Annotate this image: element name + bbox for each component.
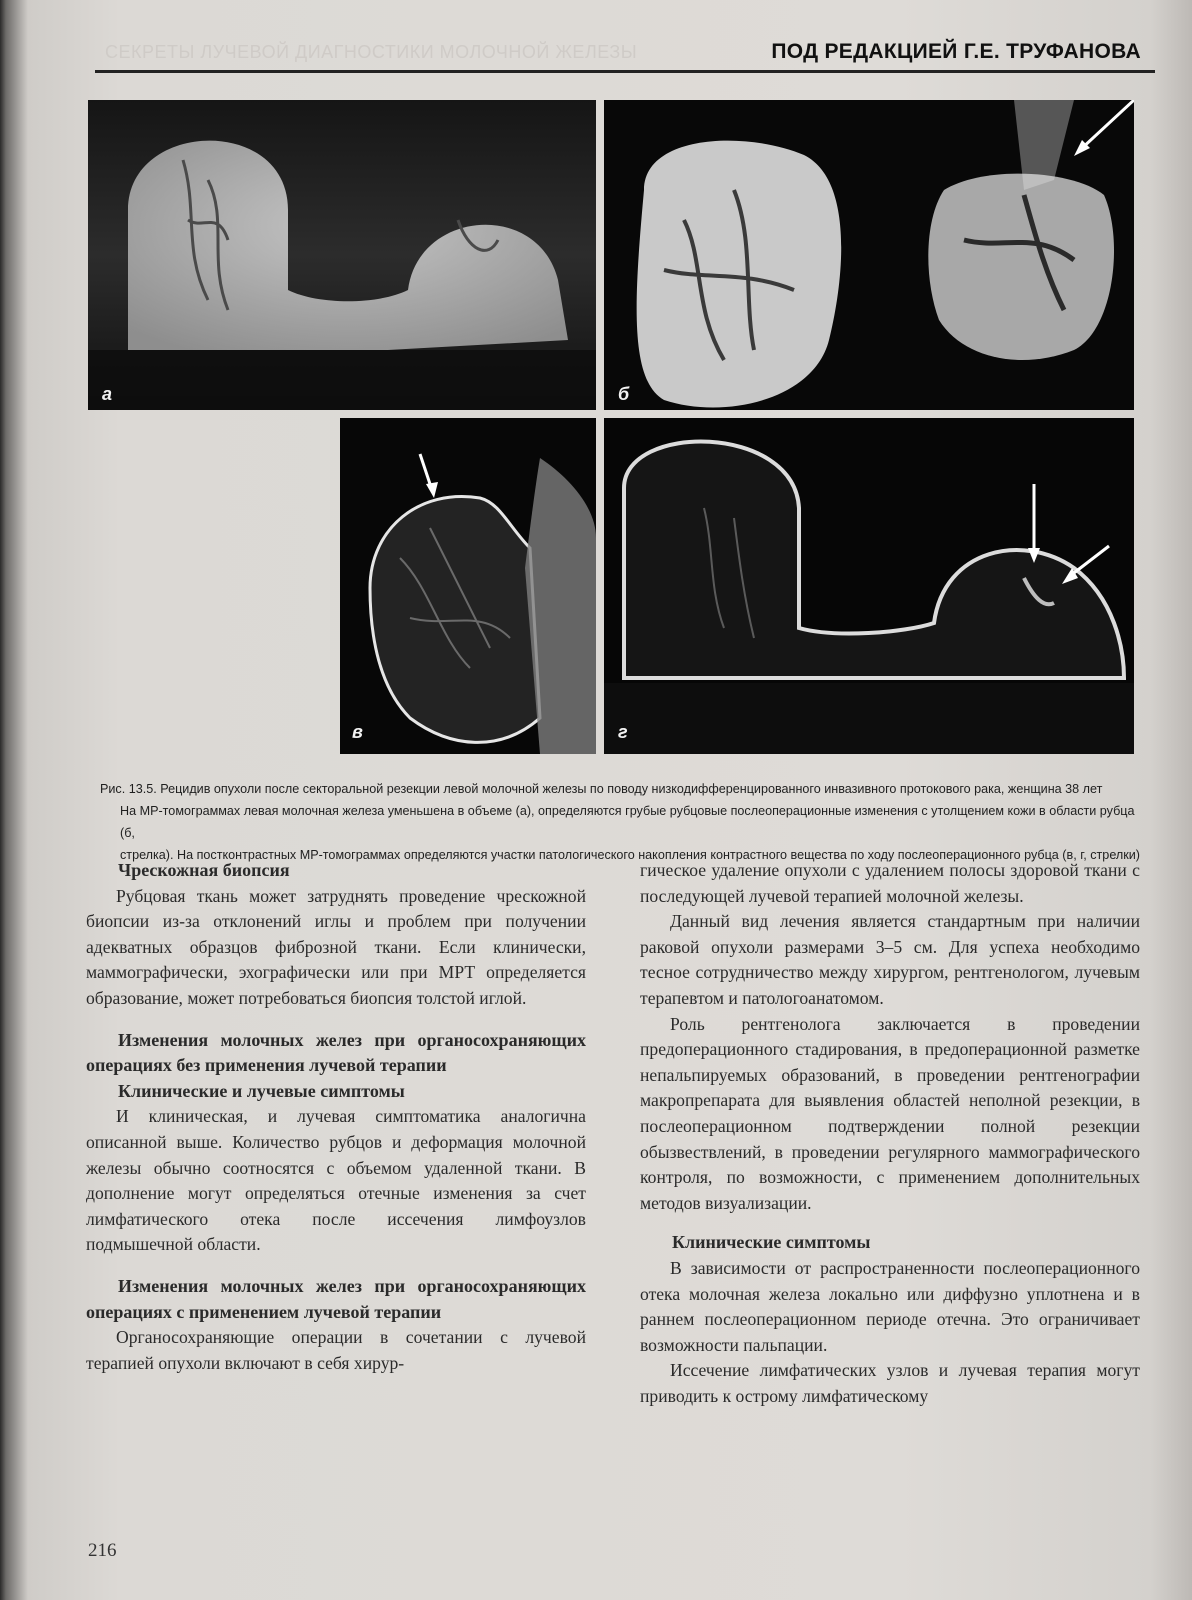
paragraph-with-radiation: Органосохраняющие операции в сочетании с лучевой терапией опухоли включают в себя хирур- — [86, 1327, 586, 1373]
right-column — [640, 858, 1140, 1409]
figure-caption — [100, 778, 1150, 866]
paragraph-lymph-excision: Иссечение лимфатических узлов и лучевая терапия могут приводить к острому лимфатическому — [640, 1360, 1140, 1406]
paragraph-clinical-radiological: И клиническая, и лучевая симптоматика аналогична описанной выше. Количество рубцов и деформация молочной железы обычно соотносятся с объемом удаленной ткани. В дополнение могут определяться отечные изменения за счет лимфатического отека после иссечения лимфоузлов подмышечной области. — [86, 1106, 586, 1255]
page-number: 216 — [88, 1540, 117, 1561]
heading-with-radiation: Изменения молочных желез при органосохраняющих операциях с применением лучевой терапии — [86, 1275, 586, 1322]
heading-clinical-radiological: Клинические и лучевые симптомы — [118, 1080, 405, 1101]
heading-clinical-symptoms: Клинические симптомы — [672, 1232, 871, 1253]
mri-panel-v — [340, 418, 596, 754]
mri-panel-g — [604, 418, 1134, 754]
mri-image-g — [604, 418, 1134, 754]
panel-label-g: г — [618, 722, 628, 742]
mri-image-a — [88, 100, 596, 410]
figure-13-5 — [88, 100, 1160, 772]
panel-label-a: а — [102, 384, 113, 404]
caption-line-3: стрелка). На постконтрастных МР-томограммах определяются участки патологического накопления контрастного вещества по ходу послеоперационного рубца (в, г, стрелки) — [120, 848, 1140, 862]
panel-label-v: в — [352, 722, 363, 742]
left-column — [86, 858, 586, 1376]
paragraph-clinical-symptoms: В зависимости от распространенности послеоперационного отека молочная железа локально или диффузно уплотнена и в раннем послеоперационном периоде отечна. Это ограничивает возможности пальпации. — [640, 1257, 1140, 1355]
running-header — [95, 36, 1155, 73]
caption-line-2: На МР-томограммах левая молочная железа уменьшена в объеме (а), определяются грубые рубцовые послеоперационные изменения с утолщением кожи в области рубца (б, — [120, 804, 1135, 840]
heading-without-radiation: Изменения молочных желез при органосохраняющих операциях без применения лучевой терапии — [86, 1029, 586, 1076]
paragraph-radiologist-role: Роль рентгенолога заключается в проведении предоперационного стадирования, в предоперационной разметке непальпируемых образований, в проведении рентгенографии макропрепарата для выявления областей неполной резекции, в послеоперационном подтверждении полной резекции обызвествлений, в проведении регулярного маммографического контроля, по возможности, с применением дополнительных методов визуализации. — [640, 1013, 1140, 1213]
paragraph-continued: гическое удаление опухоли с удалением полосы здоровой ткани с последующей лучевой терапией молочной железы. — [640, 860, 1140, 906]
spacer — [640, 1216, 1140, 1230]
running-title: ПОД РЕДАКЦИЕЙ Г.Е. ТРУФАНОВА — [771, 40, 1141, 63]
heading-percutaneous-biopsy: Чрескожная биопсия — [118, 860, 290, 880]
paragraph-biopsy: Рубцовая ткань может затруднять проведение чрескожной биопсии из-за отклонений иглы и проблем при получении адекватных образцов фиброзной ткани. Если клинически, маммографически, эхографически или при МРТ определяется образование, может потребоваться биопсия толстой иглой. — [86, 885, 586, 1008]
mri-image-b — [604, 100, 1134, 410]
caption-line-1: Рис. 13.5. Рецидив опухоли после секторальной резекции левой молочной железы по поводу низкодифференцированного инвазивного протокового рака, женщина 38 лет — [100, 782, 1103, 796]
mri-panel-b — [604, 100, 1134, 410]
panel-label-b: б — [618, 384, 630, 404]
mri-image-v — [340, 418, 596, 754]
mri-panel-a — [88, 100, 596, 410]
bleed-through-text: СЕКРЕТЫ ЛУЧЕВОЙ ДИАГНОСТИКИ МОЛОЧНОЙ ЖЕЛЕЗЫ — [105, 42, 638, 62]
paragraph-standard-treatment: Данный вид лечения является стандартным при наличии раковой опухоли размерами 3–5 см. Для успеха необходимо тесное сотрудничество между хирургом, рентгенологом, лучевым терапевтом и патологоанатомом. — [640, 911, 1140, 1008]
